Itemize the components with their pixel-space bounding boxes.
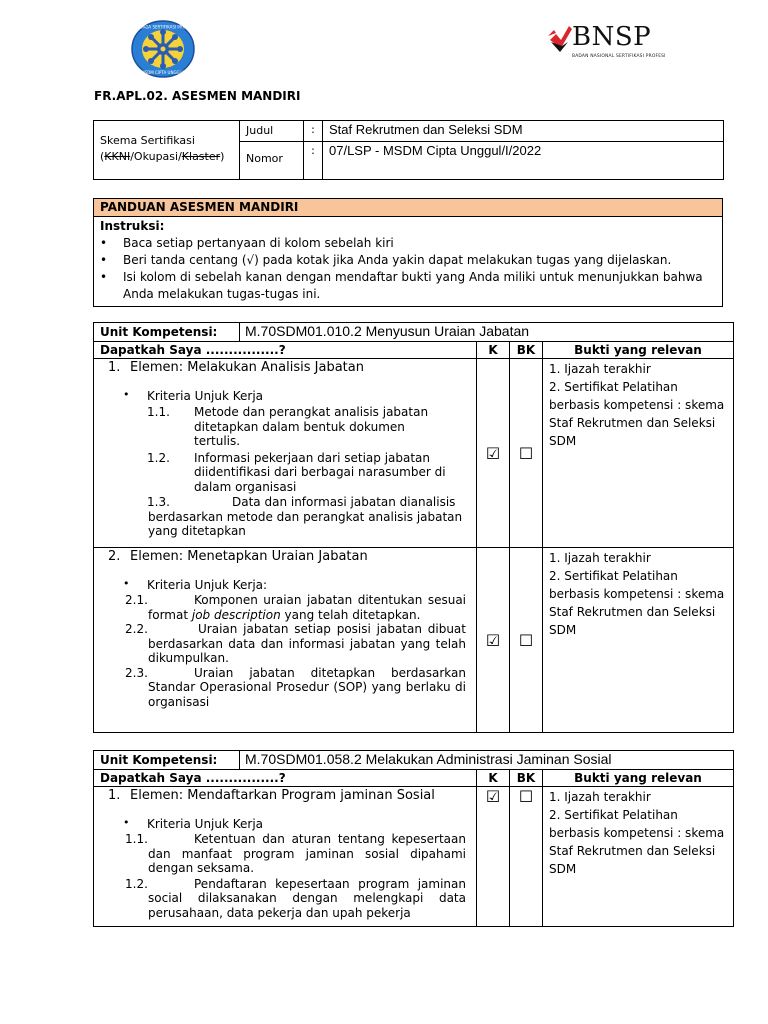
criteria-item — [94, 592, 476, 622]
criteria-number: 1.3. — [147, 495, 170, 509]
judul-key: Judul — [240, 121, 304, 142]
k-checkbox[interactable]: ☑ — [477, 359, 510, 548]
unit-header-row — [94, 770, 734, 787]
criteria-text: Komponen uraian jabatan ditentukan sesuai format — [148, 593, 466, 622]
evidence-item: 2. Sertifikat Pelatihan berbasis kompetensi : skema Staf Rekrutmen dan Seleksi SDM — [549, 569, 725, 637]
unit-table-1 — [93, 322, 734, 733]
evidence-item: 2. Sertifikat Pelatihan berbasis kompetensi : skema Staf Rekrutmen dan Seleksi SDM — [549, 380, 725, 448]
instruction-item: • Baca setiap pertanyaan di kolom sebelah kiri — [94, 235, 722, 252]
criteria-number: 1.1. — [125, 832, 148, 846]
scheme-kkni: KKNI — [104, 150, 131, 163]
col-k: K — [477, 342, 510, 359]
criteria-text: Ketentuan dan aturan tentang kepesertaan dan manfaat program jaminan sosial dipahami dengan seksama. — [148, 832, 466, 875]
instruction-item: • Isi kolom di sebelah kanan dengan mendaftar bukti yang Anda miliki untuk menunjukkan bahwa Anda melakukan tugas-tugas ini. — [94, 269, 722, 303]
col-bukti: Bukti yang relevan — [543, 770, 734, 787]
evidence-item: 1. Ijazah terakhir — [549, 790, 651, 804]
document-title: FR.APL.02. ASESMEN MANDIRI — [94, 89, 301, 103]
criteria-text: Uraian jabatan ditetapkan berdasarkan Standar Operasional Prosedur (SOP) yang berlaku di organisasi — [148, 665, 466, 709]
scheme-label — [94, 121, 240, 180]
criteria-heading: • Kriteria Unjuk Kerja — [94, 817, 476, 831]
scheme-klaster: Klaster — [181, 150, 221, 163]
criteria-item — [94, 831, 476, 876]
col-bk: BK — [510, 342, 543, 359]
nomor-value: 07/LSP - MSDM Cipta Unggul/I/2022 — [323, 142, 724, 180]
criteria-item — [94, 622, 476, 666]
element-title-text: Elemen: Mendaftarkan Program jaminan Sosial — [130, 788, 435, 803]
bnsp-subtitle: BADAN NASIONAL SERTIFIKASI PROFESI — [572, 54, 666, 59]
element-number: 1. — [108, 788, 121, 803]
criteria-number: 1.2. — [125, 876, 148, 891]
evidence-item: 1. Ijazah terakhir — [549, 362, 651, 376]
criteria-number: 1.1. — [147, 405, 170, 419]
bnsp-logo — [548, 22, 666, 66]
criteria-item — [94, 876, 476, 921]
evidence-item: 1. Ijazah terakhir — [549, 551, 651, 565]
criteria-item — [94, 403, 476, 449]
criteria-number: 2.1. — [125, 593, 148, 607]
criteria-number: 2.3. — [125, 665, 148, 680]
criteria-number: 1.2. — [147, 450, 170, 465]
svg-text:MSDM CIPTA UNGGUL: MSDM CIPTA UNGGUL — [141, 70, 185, 75]
col-question: Dapatkah Saya ................? — [94, 770, 477, 787]
k-checkbox[interactable]: ☑ — [477, 787, 510, 927]
criteria-text: Informasi pekerjaan dari setiap jabatan diidentifikasi dari berbagai narasumber di dalam organisasi — [194, 450, 446, 494]
unit-label: Unit Kompetensi: — [94, 323, 240, 342]
bnsp-check-mark-icon — [548, 24, 572, 54]
svg-text:LEMBAGA SERTIFIKASI PROFESI: LEMBAGA SERTIFIKASI PROFESI — [131, 24, 195, 30]
lsp-logo-emblem — [131, 20, 195, 78]
bk-checkbox[interactable]: ☐ — [510, 359, 543, 548]
criteria-text: Uraian jabatan setiap posisi jabatan dibuat berdasarkan data dan informasi jabatan yang telah dikumpulkan. — [148, 622, 466, 665]
unit-label: Unit Kompetensi: — [94, 751, 240, 770]
criteria-item — [94, 494, 476, 539]
col-k: K — [477, 770, 510, 787]
bk-checkbox[interactable]: ☐ — [510, 548, 543, 733]
scheme-okupasi: /Okupasi/ — [130, 150, 182, 163]
instruksi-label: Instruksi: — [100, 219, 165, 233]
criteria-item — [94, 449, 476, 495]
element-cell — [94, 548, 477, 733]
scheme-paren-open: ( — [100, 150, 105, 163]
unit-code: M.70SDM01.010.2 Menyusun Uraian Jabatan — [240, 323, 734, 342]
element-title — [94, 359, 476, 375]
element-title-text: Elemen: Menetapkan Uraian Jabatan — [130, 549, 368, 564]
bk-checkbox[interactable]: ☐ — [510, 787, 543, 927]
element-number: 1. — [108, 360, 121, 375]
evidence-item: 2. Sertifikat Pelatihan berbasis kompetensi : skema Staf Rekrutmen dan Seleksi SDM — [549, 808, 725, 876]
panduan-heading: PANDUAN ASESMEN MANDIRI — [94, 199, 722, 217]
criteria-text: Data dan informasi jabatan dianalisis berdasarkan metode dan perangkat analisis jabatan yang ditetapkan — [148, 495, 463, 538]
evidence-cell — [543, 787, 734, 927]
element-title-text: Elemen: Melakukan Analisis Jabatan — [130, 360, 364, 375]
element-title — [94, 787, 476, 803]
evidence-cell — [543, 548, 734, 733]
unit-code: M.70SDM01.058.2 Melakukan Administrasi Jaminan Sosial — [240, 751, 734, 770]
k-checkbox[interactable]: ☑ — [477, 548, 510, 733]
instruction-list — [94, 235, 722, 303]
element-number: 2. — [108, 549, 121, 564]
criteria-number: 2.2. — [125, 622, 148, 636]
criteria-text: Pendaftaran kepesertaan program jaminan social dilaksanakan dengan melengkapi data perusahaan, data pekerja dan upah pekerja — [148, 876, 466, 920]
col-bukti: Bukti yang relevan — [543, 342, 734, 359]
panduan-box — [93, 198, 723, 307]
criteria-heading: • Kriteria Unjuk Kerja — [94, 389, 476, 403]
element-row — [94, 359, 734, 548]
element-cell — [94, 787, 477, 927]
nomor-colon: : — [304, 142, 323, 180]
scheme-label-line1: Skema Sertifikasi — [100, 134, 195, 147]
judul-colon: : — [304, 121, 323, 142]
col-bk: BK — [510, 770, 543, 787]
lsp-logo — [131, 20, 195, 78]
judul-value: Staf Rekrutmen dan Seleksi SDM — [323, 121, 724, 142]
element-title — [94, 548, 476, 564]
scheme-paren-close: ) — [220, 150, 225, 163]
criteria-text-emphasis: job description — [191, 607, 281, 622]
criteria-heading: • Kriteria Unjuk Kerja: — [94, 578, 476, 592]
scheme-table — [93, 120, 724, 180]
criteria-text: yang telah ditetapkan. — [280, 607, 421, 622]
element-row — [94, 787, 734, 927]
criteria-text: Metode dan perangkat analisis jabatan ditetapkan dalam bentuk dokumen tertulis. — [194, 405, 429, 448]
criteria-item — [94, 666, 476, 710]
element-row — [94, 548, 734, 733]
nomor-key: Nomor — [240, 142, 304, 180]
instruction-item: • Beri tanda centang (√) pada kotak jika Anda yakin dapat melakukan tugas yang dijelaskan. — [94, 252, 722, 269]
col-question: Dapatkah Saya ................? — [94, 342, 477, 359]
evidence-cell — [543, 359, 734, 548]
unit-header-row — [94, 342, 734, 359]
bnsp-name: BNSP — [572, 22, 652, 52]
unit-table-2 — [93, 750, 734, 927]
element-cell — [94, 359, 477, 548]
